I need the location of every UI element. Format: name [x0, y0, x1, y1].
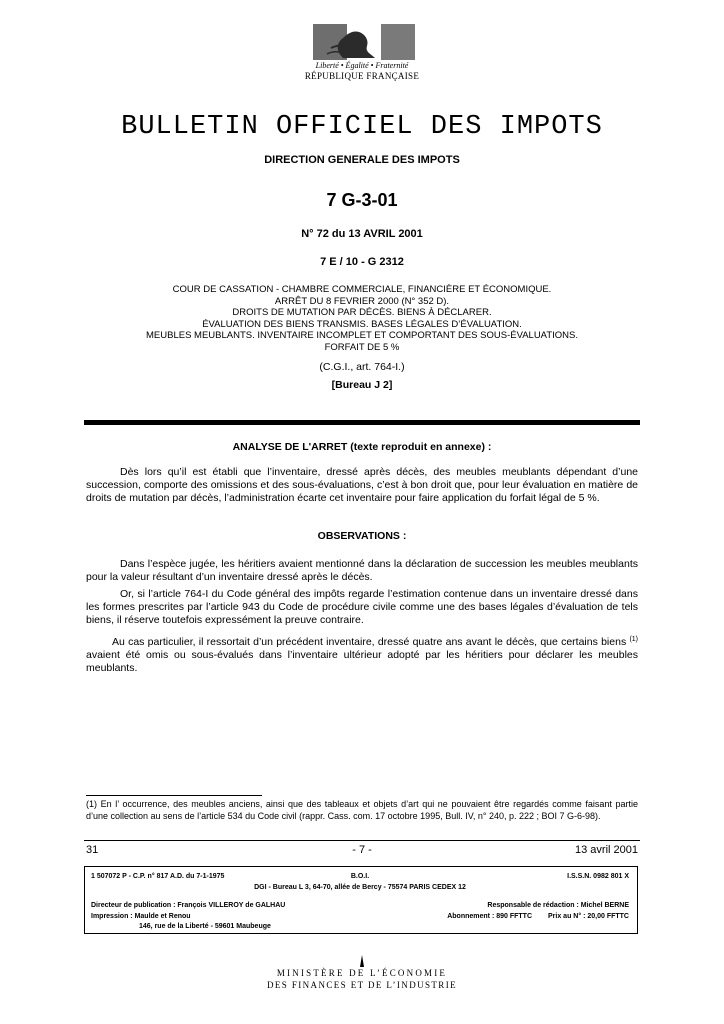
- boi-label: B.O.I.: [350, 873, 370, 880]
- ministry-name-line-2: DES FINANCES ET DE L’INDUSTRIE: [266, 980, 457, 990]
- pricing: [447, 913, 629, 920]
- direction-label: DIRECTION GENERALE DES IMPOTS: [264, 154, 460, 166]
- issue-number: N° 72 du 13 AVRIL 2001: [301, 228, 423, 240]
- observation-text: Dans l’espèce jugée, les héritiers avaient mentionné dans la déclaration de succession les meubles meublants pour la valeur résultant d’un inventaire dressé après le décès.: [86, 558, 638, 583]
- address-line: DGI - Bureau L 3, 64-70, allée de Bercy - 75574 PARIS CEDEX 12: [254, 884, 466, 891]
- republic-name: RÉPUBLIQUE FRANÇAISE: [304, 71, 420, 81]
- footnote-divider: [86, 795, 262, 796]
- observation-text: Au cas particulier, il ressortait d’un précédent inventaire, dressé quatre ans avant le décès, que certains biens: [112, 636, 627, 648]
- republic-motto: Liberté • Égalité • Fraternité: [315, 61, 409, 70]
- marianne-logo: [313, 24, 415, 60]
- footnote: (1) En l’ occurrence, des meubles anciens, ainsi que des tableaux et objets d’art qui ne pouvaient être regardés comme faisant partie d’une collection au sens de l’article 534 du Code civil (rappr. Cass. com. 17 octobre 1995, Bull. IV, n° 240, p. 222 ; BOI 7 G-6-98).: [86, 799, 638, 821]
- footer-issue-number: 31: [86, 844, 99, 856]
- observation-text: avaient été omis ou sous-évalués dans l’inventaire ultérieur adopté par les héritiers pour déclarer les meubles meublants.: [86, 649, 638, 674]
- publication-director: Directeur de publication : François VILLEROY de GALHAU: [91, 902, 286, 909]
- page-number: - 7 -: [352, 844, 372, 856]
- analysis-text: Dès lors qu’il est établi que l’inventaire, dressé après décès, des meubles meublants dépendant d’une succession, comporte des omissions et des sous-évaluations, c’est à bon droit que, pour leur évaluation en matière de droits de mutation par décès, l’administration écarte cet inventaire pour faire application du forfait légal de 5 %.: [86, 466, 638, 504]
- section-divider: [84, 420, 640, 425]
- bureau-label: [Bureau J 2]: [331, 379, 393, 391]
- registration-info: 1 507072 P - C.P. n° 817 A.D. du 7-1-1975: [91, 873, 225, 880]
- summary-line: DROITS DE MUTATION PAR DÉCÈS. BIENS À DÉCLARER.: [232, 307, 492, 319]
- analysis-heading: ANALYSE DE L'ARRET (texte reproduit en annexe) :: [232, 441, 492, 453]
- bulletin-title: BULLETIN OFFICIEL DES IMPOTS: [121, 112, 603, 142]
- observation-text: Or, si l’article 764-I du Code général des impôts regarde l’estimation contenue dans un inventaire dressé dans les formes prescrites par l’article 943 du Code de procédure civile comme une des bases légales d’évaluation de tels biens, il réserve toutefois expressément la preuve contraire.: [86, 588, 638, 626]
- summary-line: ARRÊT DU 8 FEVRIER 2000 (N° 352 D).: [274, 295, 450, 307]
- footer-divider: [84, 840, 640, 841]
- footer-date: 13 avril 2001: [575, 844, 638, 856]
- analysis-paragraph: [86, 466, 638, 505]
- observations-heading: OBSERVATIONS :: [317, 530, 407, 542]
- document-reference: 7 G-3-01: [326, 190, 398, 210]
- ministry-name-line-1: MINISTÈRE DE L’ÉCONOMIE: [276, 968, 448, 978]
- issn-label: I.S.S.N. 0982 801 X: [567, 873, 629, 880]
- summary-line: ÉVALUATION DES BIENS TRANSMIS. BASES LÉGALES D’ÉVALUATION.: [202, 318, 522, 330]
- summary-line: MEUBLES MEUBLANTS. INVENTAIRE INCOMPLET ET COMPORTANT DES SOUS-ÉVALUATIONS.: [146, 330, 578, 342]
- summary-line: COUR DE CASSATION - CHAMBRE COMMERCIALE, FINANCIÈRE ET ÉCONOMIQUE.: [172, 284, 552, 295]
- classification-code: 7 E / 10 - G 2312: [320, 256, 404, 268]
- editor-in-chief: Responsable de rédaction : Michel BERNE: [487, 902, 629, 909]
- observation-paragraph-2: [86, 588, 638, 627]
- cgi-reference: (C.G.I., art. 764-I.): [319, 361, 405, 373]
- observation-paragraph-3: [86, 636, 638, 675]
- subscription-price: Abonnement : 890 FFTTC: [447, 913, 532, 920]
- summary-line: FORFAIT DE 5 %: [324, 341, 400, 353]
- case-summary: [0, 284, 724, 354]
- printer-label: Impression : Maulde et Renou: [91, 913, 191, 920]
- publication-info-box: [84, 866, 638, 934]
- footnote-marker: (1): [629, 636, 639, 643]
- printer-address: 146, rue de la Liberté - 59601 Maubeuge: [139, 923, 271, 930]
- ministry-emblem-icon: [355, 954, 369, 968]
- issue-price: Prix au N° : 20,00 FFTTC: [548, 913, 629, 920]
- observation-paragraph-1: [86, 558, 638, 584]
